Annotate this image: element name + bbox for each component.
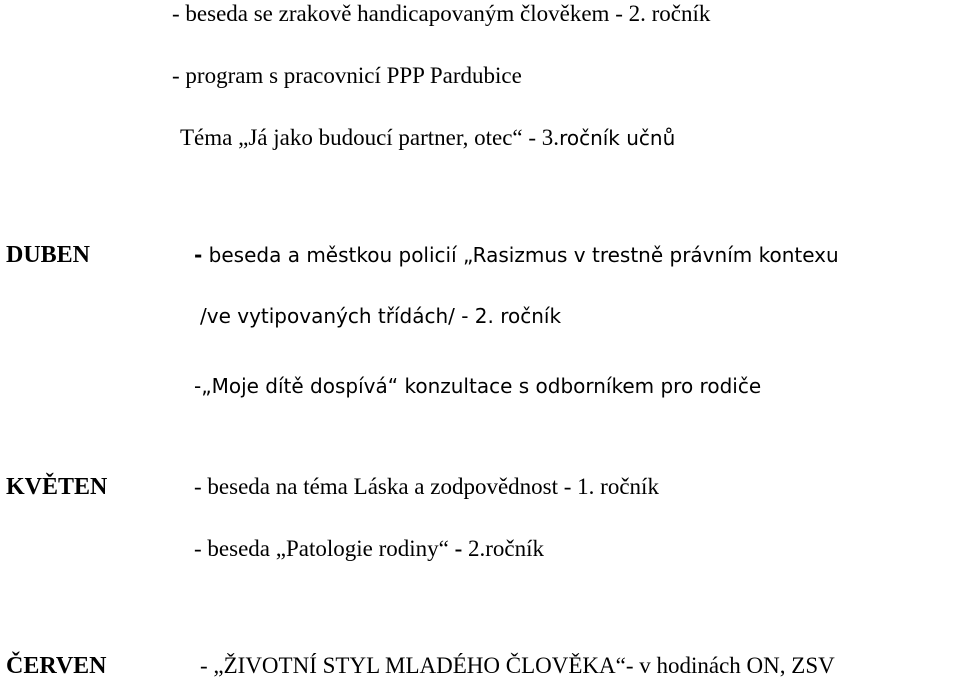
- month-kveten: KVĚTEN: [6, 474, 108, 500]
- topic-prefix: Téma „Já jako budoucí partner, otec“ - 3.: [180, 125, 560, 150]
- kveten-item2-main: - beseda „Patologie rodiny“: [194, 536, 449, 561]
- duben-item1-dash: -: [194, 243, 203, 267]
- kveten-item2-end: 2.ročník: [468, 536, 545, 561]
- duben-item-moje-dite: [194, 372, 761, 400]
- kveten-item2-bold: -: [448, 536, 469, 561]
- item-program-ppp: - program s pracovnicí PPP Pardubice: [172, 63, 522, 88]
- duben-item1-text: beseda a městkou policií „Rasizmus v trestně právním kontexu: [202, 243, 839, 267]
- duben-item2-dash: -: [194, 374, 202, 398]
- item-beseda-zrakove: - beseda se zrakově handicapovaným člověkem - 2. ročník: [172, 1, 711, 26]
- topic-suffix: ročník učnů: [559, 126, 676, 150]
- month-cerven: ČERVEN: [6, 653, 107, 679]
- month-duben: DUBEN: [6, 242, 91, 268]
- kveten-item-laska: - beseda na téma Láska a zodpovědnost - 1. ročník: [194, 474, 659, 499]
- kveten-item-patologie: [194, 535, 544, 563]
- item-tema-partner: [180, 124, 675, 152]
- cerven-item-zivotni-styl: - „ŽIVOTNÍ STYL MLADÉHO ČLOVĚKA“- v hodinách ON, ZSV: [200, 653, 835, 678]
- duben-item-policie: [194, 241, 839, 269]
- duben-item2-text: „Moje dítě dospívá“ konzultace s odborníkem pro rodiče: [201, 374, 762, 398]
- duben-item-policie-cont: /ve vytipovaných třídách/ - 2. ročník: [200, 304, 562, 328]
